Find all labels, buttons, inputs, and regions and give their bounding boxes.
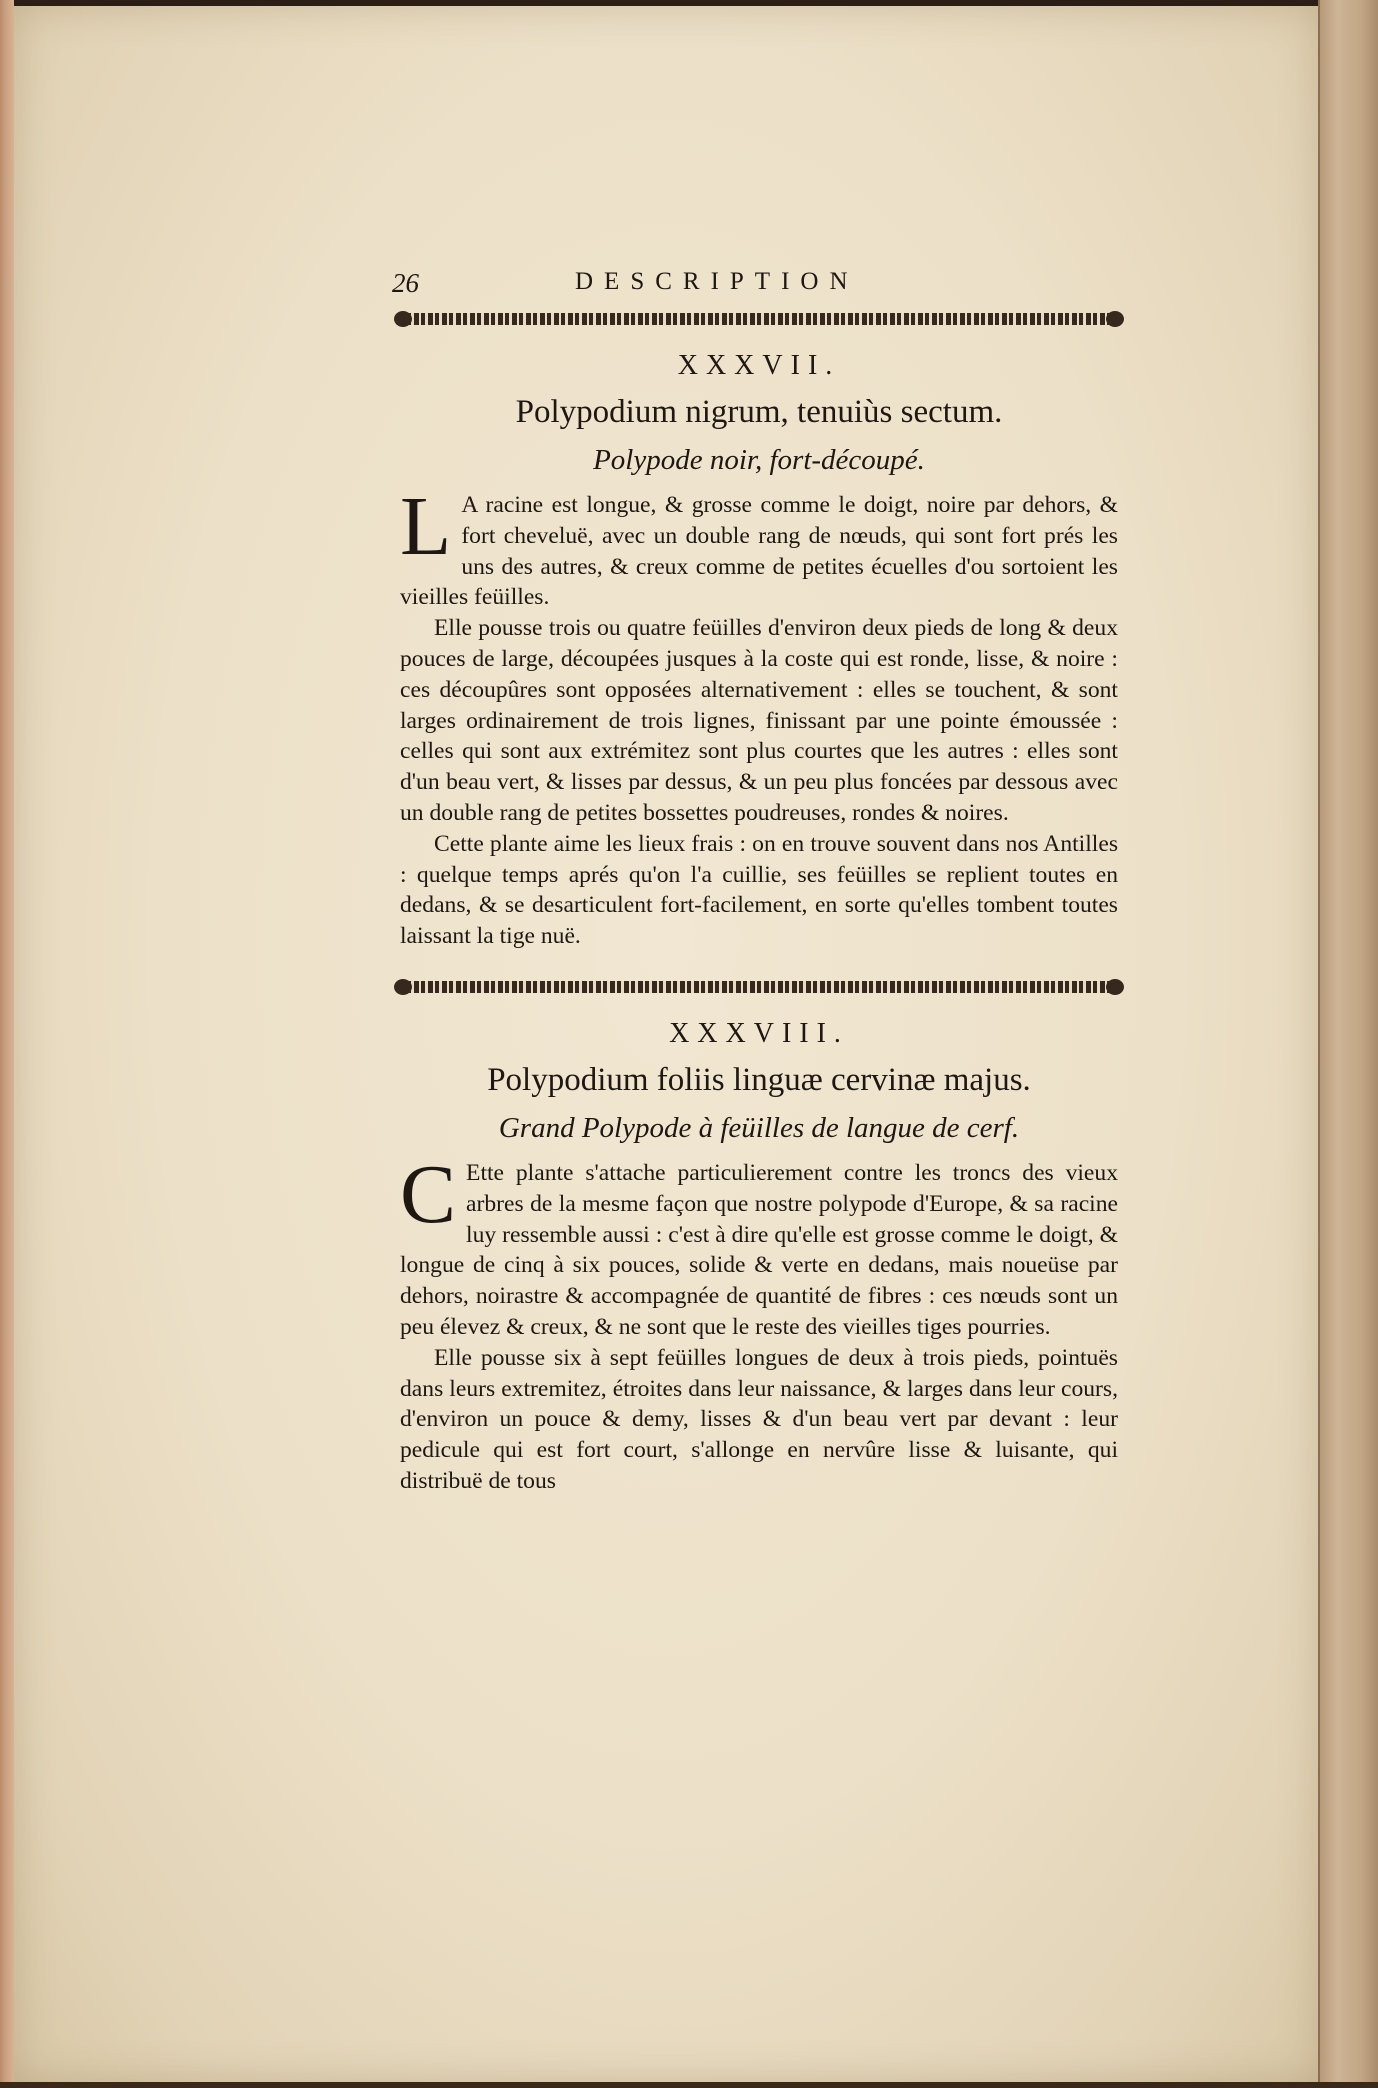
next-page-edge <box>1320 0 1378 2088</box>
ornament-divider <box>400 310 1118 330</box>
french-title: Grand Polypode à feüilles de langue de cerf. <box>498 1111 1020 1144</box>
drop-cap: C <box>400 1147 457 1241</box>
bottom-edge <box>0 2082 1378 2088</box>
book-spine-edge <box>0 0 14 2088</box>
page-number: 26 <box>392 268 419 298</box>
paragraph: Elle pousse six à sept feüilles longues de deux à trois pieds, pointuës dans leurs extremitez, étroites dans leur naissance, & larges dans leur cours, d'environ un pouce & demy, lisses & d'un beau vert par devant : leur pedicule qui est fort court, s'allonge en nervûre lisse & luisante, qui distribuë de tous <box>400 1344 1118 1494</box>
running-title: DESCRIPTION <box>575 268 859 295</box>
text-block <box>392 268 1118 1497</box>
paragraph: Cette plante aime les lieux frais : on en trouve souvent dans nos Antilles : quelque temps aprés qu'on l'a cuillie, ses feüilles se replient toutes en dedans, & se desarticulent fort-facilement, en sorte qu'elles tombent toutes laissant la tige nuë. <box>400 830 1118 950</box>
paragraph: Elle pousse trois ou quatre feüilles d'environ deux pieds de long & deux pouces de large, découpées jusques à la coste qui est ronde, lisse, & noire : ces découpûres sont opposées alternativement : elles se touchent, & sont larges ordinairement de trois lignes, finissant par une pointe émoussée : celles qui sont aux extrémitez sont plus courtes que les autres : elles sont d'un beau vert, & lisses par dessus, & un peu plus foncées par dessous avec un double rang de petites bossettes poudreuses, rondes & noires. <box>400 615 1118 826</box>
running-head <box>392 268 1118 302</box>
section-xxxvii <box>400 350 1118 952</box>
paragraph <box>400 1147 1118 1343</box>
section-number: XXXVII. <box>677 350 841 381</box>
section-xxxviii <box>400 1018 1118 1497</box>
ornament-divider <box>400 978 1118 998</box>
paragraph-text: Ette plante s'attache particulierement contre les troncs des vieux arbres de la mesme façon que nostre polypode d'Europe, & sa racine luy ressemble aussi : c'est à dire qu'elle est grosse comme le doigt, & longue de cinq à six pouces, solide & verte en dedans, mais noueüse par dehors, noirastre & accompagnée de quantité de fibres : ces nœuds sont un peu élevez & creux, & ne sont que le reste des vieilles tiges pourries. <box>400 1159 1118 1340</box>
paragraph <box>400 480 1118 613</box>
latin-title: Polypodium foliis linguæ cervinæ majus. <box>487 1061 1031 1098</box>
latin-title: Polypodium nigrum, tenuiùs sectum. <box>515 394 1003 430</box>
paragraph-text: A racine est longue, & grosse comme le doigt, noire par dehors, & fort cheveluë, avec un double rang de nœuds, qui sont fort prés les uns des autres, & creux comme de petites écuelles d'ou sortoient les vieilles feüilles. <box>400 492 1118 611</box>
section-number: XXXVIII. <box>669 1017 849 1049</box>
drop-cap: L <box>400 480 452 573</box>
french-title: Polypode noir, fort-découpé. <box>593 444 925 476</box>
